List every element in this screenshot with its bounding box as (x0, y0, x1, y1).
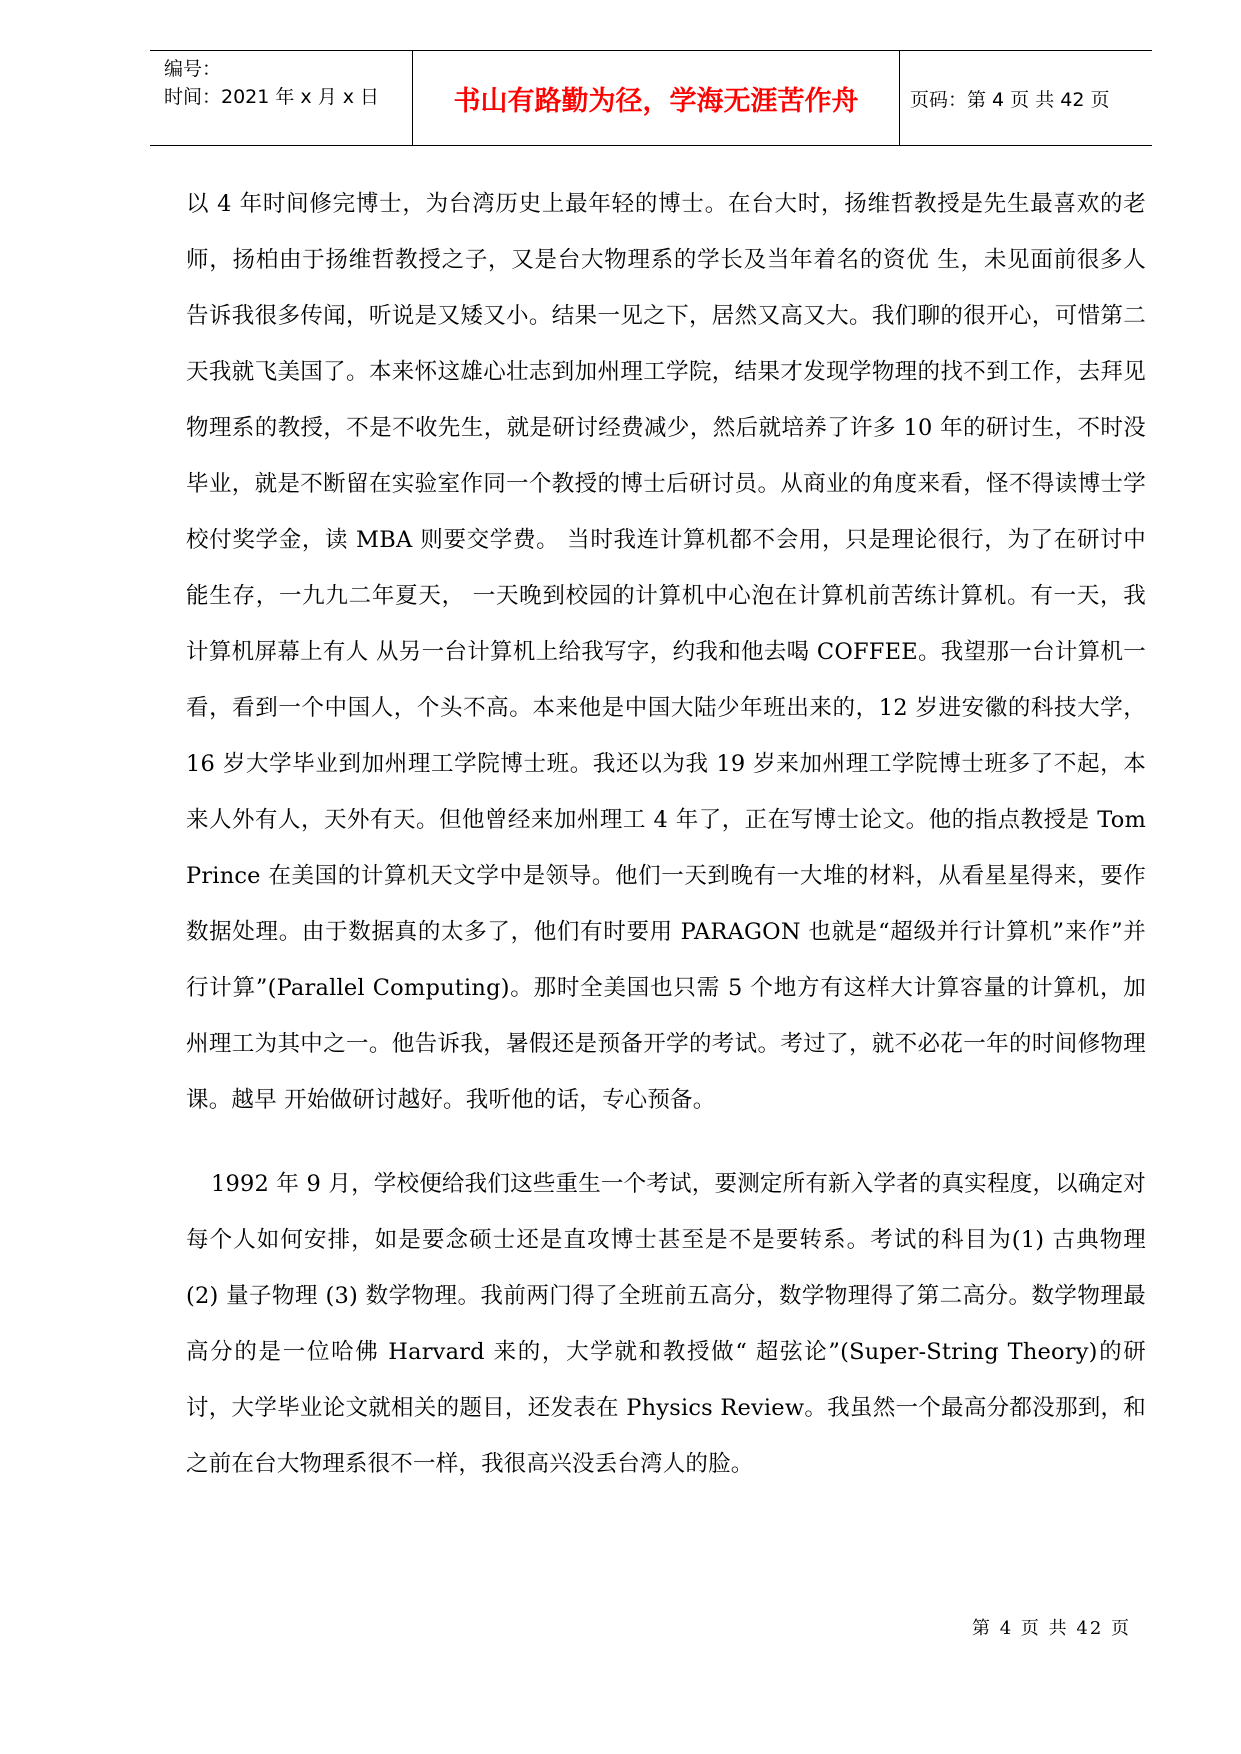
page-header (150, 50, 1152, 146)
page-footer: 第 4 页 共 42 页 (972, 1618, 1131, 1639)
document-body (186, 176, 1146, 1492)
header-meta (164, 55, 414, 111)
header-page-info: 页码：第 4 页 共 42 页 (910, 88, 1110, 111)
document-time: 时间：2021 年 x 月 x 日 (164, 86, 380, 108)
header-motto: 书山有路勤为径，学海无涯苦作舟 (412, 51, 900, 145)
paragraph-2: 1992 年 9 月，学校便给我们这些重生一个考试，要测定所有新入学者的真实程度，以确定对每个人如何安排，如是要念硕士还是直攻博士甚至是不是要转系。考试的科目为(1) 古典物理 (2) 量子物理 (3) 数学物理。我前两门得了全班前五高分，数学物理得了第二高分。数学物理最高分的是一位哈佛 Harvard 来的，大学就和教授做“ 超弦论”(Super-String Theory)的研讨，大学毕业论文就相关的题目，还发表在 Physics Review。我虽然一个最高分都没那到，和之前在台大物理系很不一样，我很高兴没丢台湾人的脸。 (186, 1171, 1146, 1477)
document-code-label: 编号： (164, 58, 222, 80)
paragraph-1: 以 4 年时间修完博士，为台湾历史上最年轻的博士。在台大时，扬维哲教授是先生最喜欢的老师，扬柏由于扬维哲教授之子，又是台大物理系的学长及当年着名的资优 生，未见面前很多人告诉我很多传闻，听说是又矮又小。结果一见之下，居然又高又大。我们聊的很开心，可惜第二天我就飞美国了。本来怀这雄心壮志到加州理工学院，结果才发现学物理的找不到工作，去拜见物理系的教授，不是不收先生，就是研讨经费减少，然后就培养了许多 10 年的研讨生，不时没毕业，就是不断留在实验室作同一个教授的博士后研讨员。从商业的角度来看，怪不得读博士学校付奖学金，读 MBA 则要交学费。 当时我连计算机都不会用，只是理论很行，为了在研讨中能生存，一九九二年夏天， 一天晚到校园的计算机中心泡在计算机前苦练计算机。有一天，我计算机屏幕上有人 从另一台计算机上给我写字，约我和他去喝 COFFEE。我望那一台计算机一看，看到一个中国人，个头不高。本来他是中国大陆少年班出来的，12 岁进安徽的科技大学， 16 岁大学毕业到加州理工学院博士班。我还以为我 19 岁来加州理工学院博士班多了不起，本来人外有人，天外有天。但他曾经来加州理工 4 年了，正在写博士论文。他的指点教授是 Tom Prince 在美国的计算机天文学中是领导。他们一天到晚有一大堆的材料，从看星星得来，要作数据处理。由于数据真的太多了，他们有时要用 PARAGON 也就是“超级并行计算机”来作”并行计算”(Parallel Computing)。那时全美国也只需 5 个地方有这样大计算容量的计算机，加州理工为其中之一。他告诉我，暑假还是预备开学的考试。考过了，就不必花一年的时间修物理课。越早 开始做研讨越好。我听他的话，专心预备。 (186, 191, 1146, 1113)
